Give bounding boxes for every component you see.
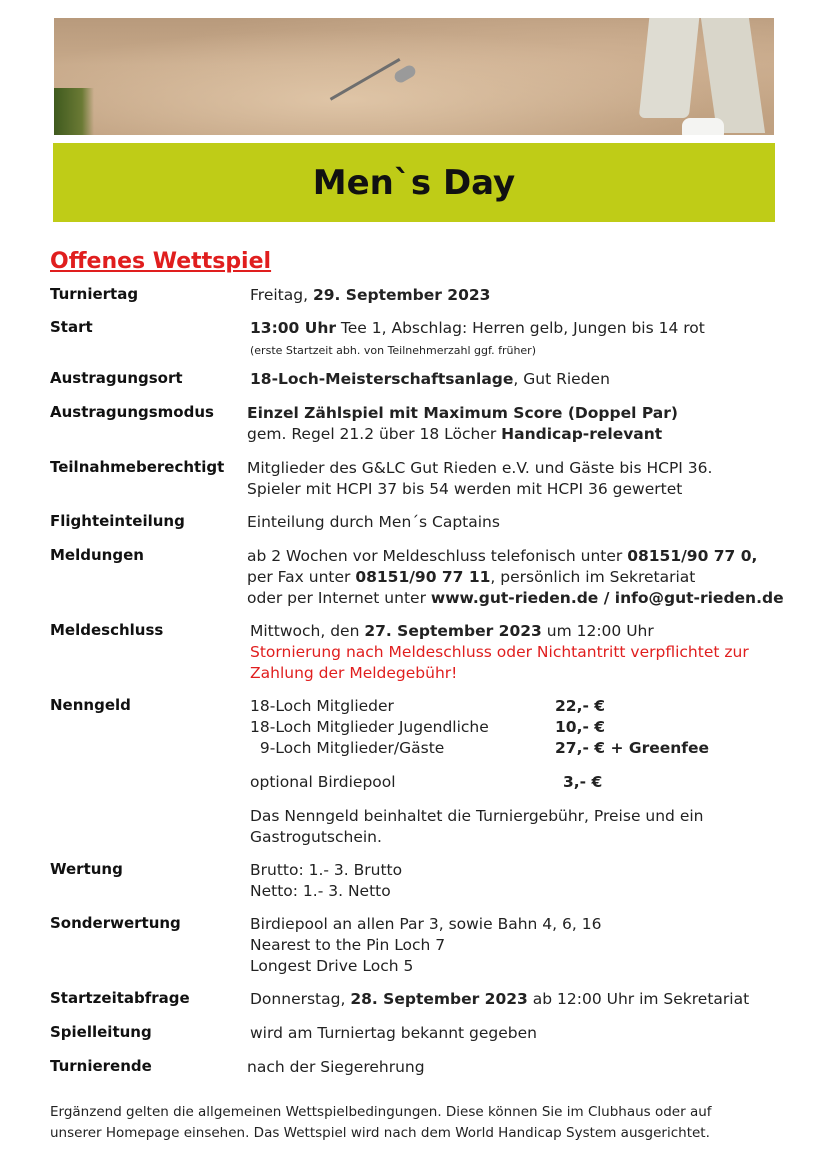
value-meldeschluss: Mittwoch, den 27. September 2023 um 12:00 Uhr Stornierung nach Meldeschluss oder Nichtantritt verpflichtet zur Zahlung der Meldegebühr! [250, 622, 749, 682]
page-title: Men`s Day [312, 162, 516, 203]
fee-row-optional: optional Birdiepool 3,- € [250, 773, 603, 791]
value-nenngeld [250, 696, 709, 848]
value-austragungsort: 18-Loch-Meisterschaftsanlage, Gut Rieden [250, 370, 610, 388]
label-start: Start [50, 318, 93, 336]
fee-row: 18-Loch Mitglieder 22,- € [250, 697, 606, 715]
label-spielleitung: Spielleitung [50, 1023, 152, 1041]
label-nenngeld: Nenngeld [50, 696, 131, 714]
label-austragungsmodus: Austragungsmodus [50, 403, 214, 421]
label-turnierende: Turnierende [50, 1057, 152, 1075]
value-wertung: Brutto: 1.- 3. Brutto Netto: 1.- 3. Netto [250, 861, 403, 900]
value-turnierende: nach der Siegerehrung [247, 1058, 425, 1076]
value-flight: Einteilung durch Men´s Captains [247, 513, 500, 531]
value-meldungen: ab 2 Wochen vor Meldeschluss telefonisch unter 08151/90 77 0, per Fax unter 08151/90 77 11, persönlich im Sekretariat oder per Internet unter www.gut-rieden.de / info@gut-rieden.de [247, 547, 784, 607]
value-austragungsmodus: Einzel Zählspiel mit Maximum Score (Doppel Par) gem. Regel 21.2 über 18 Löcher Handicap-relevant [247, 404, 678, 443]
value-teilnahme: Mitglieder des G&LC Gut Rieden e.V. und Gäste bis HCPI 36. Spieler mit HCPI 37 bis 54 werden mit HCPI 36 gewertet [247, 459, 713, 498]
start-note: (erste Startzeit abh. von Teilnehmerzahl ggf. früher) [250, 344, 536, 357]
label-meldeschluss: Meldeschluss [50, 621, 164, 639]
value-startzeit: Donnerstag, 28. September 2023 ab 12:00 Uhr im Sekretariat [250, 990, 750, 1008]
label-turniertag: Turniertag [50, 285, 139, 303]
website-email-link[interactable]: www.gut-rieden.de / info@gut-rieden.de [430, 589, 784, 607]
label-wertung: Wertung [50, 860, 123, 878]
header-photo-golf-bunker [54, 18, 774, 135]
label-meldungen: Meldungen [50, 546, 144, 564]
value-start: 13:00 Uhr Tee 1, Abschlag: Herren gelb, Jungen bis 14 rot (erste Startzeit abh. von Teilnehmerzahl ggf. früher) [250, 319, 705, 357]
fee-row: 18-Loch Mitglieder Jugendliche 10,- € [250, 718, 606, 736]
label-teilnahme: Teilnahmeberechtigt [50, 458, 225, 476]
subtitle: Offenes Wettspiel [50, 249, 272, 274]
label-austragungsort: Austragungsort [50, 369, 183, 387]
fee-note: Das Nenngeld beinhaltet die Turniergebühr, Preise und ein Gastrogutschein. [250, 807, 704, 846]
value-spielleitung: wird am Turniertag bekannt gegeben [250, 1024, 537, 1042]
footer-note: Ergänzend gelten die allgemeinen Wettspielbedingungen. Diese können Sie im Clubhaus oder auf unserer Homepage einsehen. Das Wettspiel wird nach dem World Handicap System ausgerichtet. [50, 1104, 712, 1141]
label-sonderwertung: Sonderwertung [50, 914, 181, 932]
value-turniertag: Freitag, 29. September 2023 [250, 286, 491, 304]
fee-row: 9-Loch Mitglieder/Gäste 27,- € + Greenfee [250, 739, 710, 757]
label-flight: Flighteinteilung [50, 512, 185, 530]
label-startzeit: Startzeitabfrage [50, 989, 190, 1007]
title-banner [53, 143, 775, 222]
cancellation-warning-2: Zahlung der Meldegebühr! [250, 664, 458, 682]
cancellation-warning-1: Stornierung nach Meldeschluss oder Nichtantritt verpflichtet zur [250, 643, 749, 661]
value-sonderwertung: Birdiepool an allen Par 3, sowie Bahn 4, 6, 16 Nearest to the Pin Loch 7 Longest Drive Loch 5 [250, 915, 602, 975]
